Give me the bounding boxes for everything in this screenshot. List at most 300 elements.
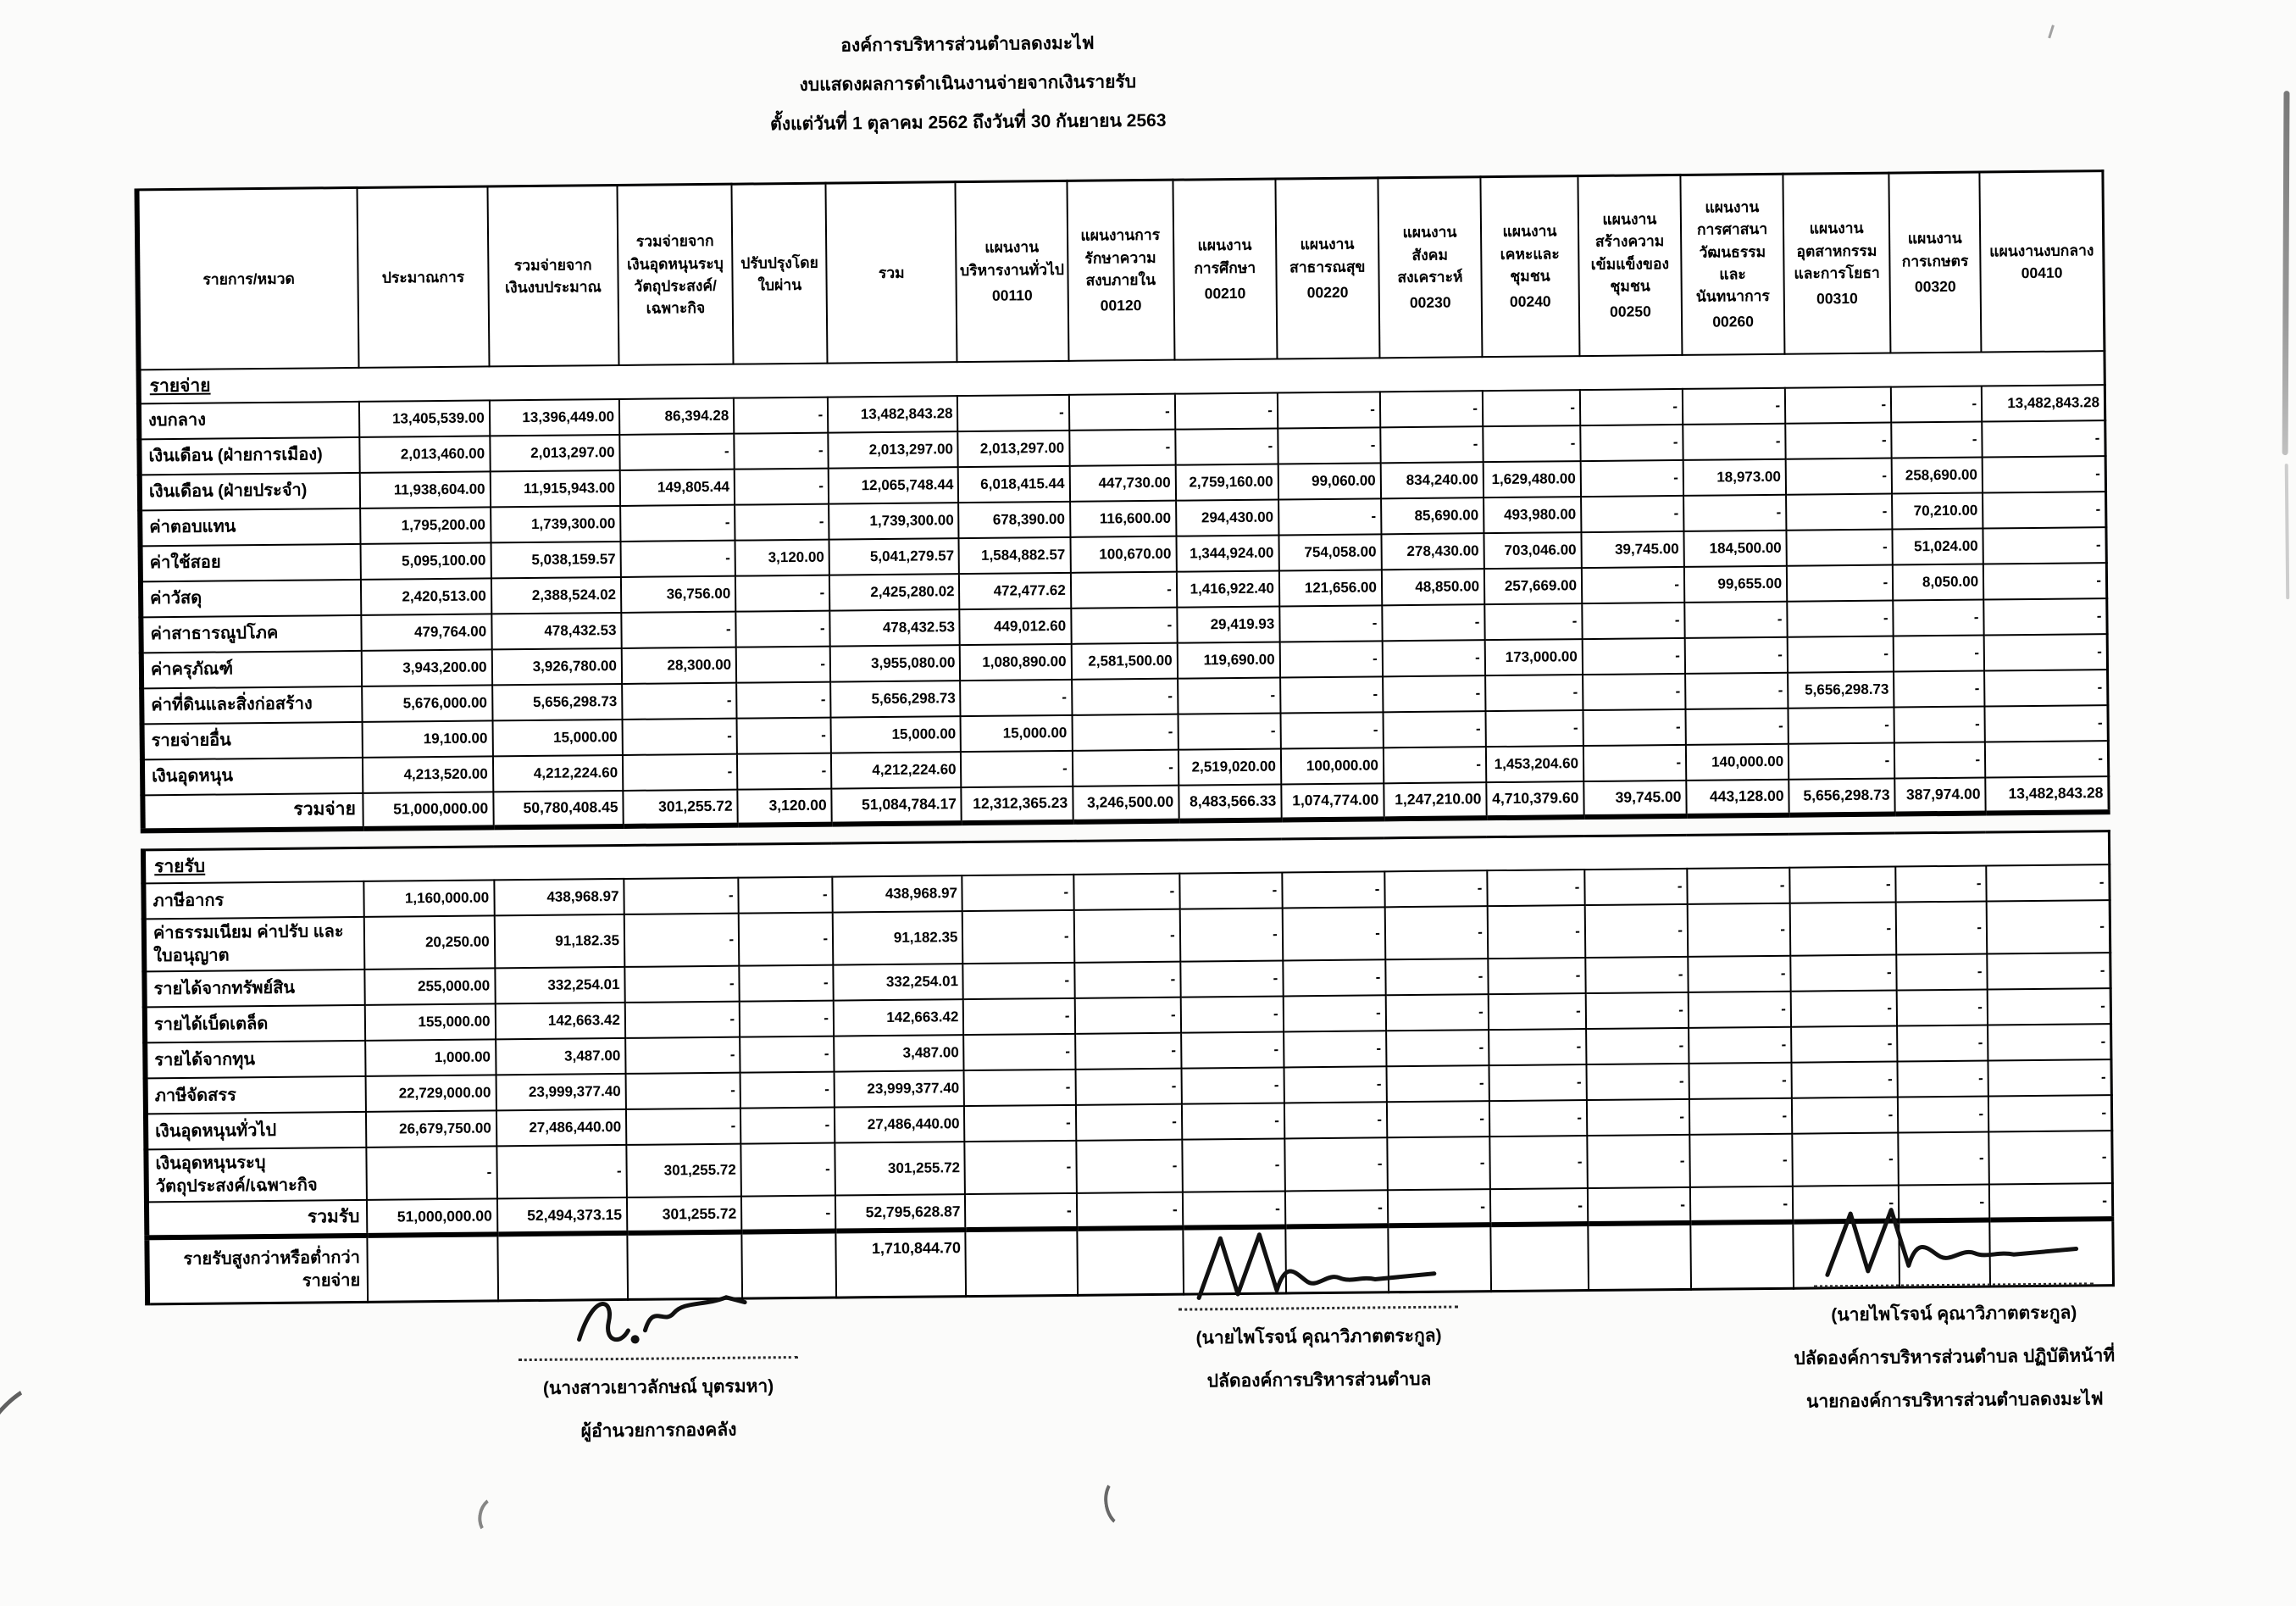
- amount-cell: -: [1581, 495, 1683, 531]
- amount-cell: 173,000.00: [1485, 639, 1583, 675]
- amount-cell: 2,013,297.00: [828, 431, 958, 468]
- amount-cell: -: [1073, 874, 1179, 910]
- amount-cell: 332,254.01: [833, 964, 963, 1000]
- amount-cell: -: [1684, 601, 1787, 637]
- amount-cell: 4,212,224.60: [831, 752, 962, 788]
- amount-cell: -: [1895, 866, 1986, 903]
- amount-cell: -: [1894, 635, 1984, 671]
- amount-cell: -: [1792, 1133, 1899, 1186]
- amount-cell: -: [1182, 1103, 1284, 1139]
- section-label: รายรับ: [143, 831, 2110, 883]
- report-title: งบแสดงผลการดำเนินงานจ่ายจากเงินรายรับ: [799, 72, 1137, 95]
- column-header-label: ประมาณการ: [381, 268, 465, 286]
- amount-cell: -: [1787, 529, 1893, 565]
- amount-cell: -: [961, 750, 1073, 786]
- amount-cell: 23,999,377.40: [496, 1074, 626, 1110]
- row-label: รายรับสูงกว่าหรือต่ำกว่า รายจ่าย: [147, 1236, 368, 1303]
- amount-cell: -: [1075, 1033, 1181, 1070]
- amount-cell: 51,084,784.17: [831, 787, 962, 824]
- amount-cell: -: [1894, 742, 1985, 778]
- row-label: รายจ่ายอื่น: [142, 721, 363, 759]
- amount-cell: -: [740, 1001, 834, 1037]
- amount-cell: -: [1284, 1031, 1386, 1067]
- amount-cell: -: [1988, 1095, 2112, 1131]
- amount-cell: -: [1689, 1134, 1793, 1187]
- amount-cell: 2,013,460.00: [360, 436, 491, 472]
- amount-cell: -: [1279, 605, 1382, 642]
- column-header-label: รายการ/หมวด: [202, 270, 295, 288]
- amount-cell: -: [1987, 953, 2110, 989]
- amount-cell: 2,581,500.00: [1071, 642, 1177, 679]
- amount-cell: -: [1792, 1098, 1898, 1134]
- amount-cell: -: [739, 913, 834, 966]
- column-header-code: 00110: [991, 286, 1033, 304]
- amount-cell: -: [740, 1108, 835, 1144]
- amount-cell: -: [1787, 600, 1893, 636]
- amount-cell: 703,046.00: [1484, 532, 1581, 569]
- amount-cell: -: [1791, 991, 1897, 1027]
- scan-artifact-right-streak: [2282, 91, 2290, 455]
- signer-title: ผู้อำนวยการกองคลัง: [580, 1420, 737, 1442]
- signature-block-clerk: [1089, 1224, 1548, 1397]
- column-header: [1275, 178, 1379, 358]
- amount-cell: 2,519,020.00: [1179, 748, 1281, 785]
- amount-cell: -: [965, 1141, 1077, 1194]
- column-header-label: แผนงาน การเกษตร: [1901, 230, 1969, 270]
- amount-cell: -: [1896, 902, 1988, 955]
- column-header-label: รวมจ่ายจาก เงินงบประมาณ: [505, 255, 602, 297]
- amount-cell: 301,255.72: [627, 1197, 742, 1233]
- amount-cell: 443,128.00: [1686, 779, 1789, 815]
- amount-cell: -: [1490, 1188, 1588, 1225]
- amount-cell: 91,182.35: [833, 911, 963, 964]
- amount-cell: -: [1898, 1096, 1988, 1132]
- amount-cell: 140,000.00: [1686, 743, 1789, 780]
- amount-cell: -: [1071, 607, 1177, 643]
- amount-cell: 1,739,300.00: [829, 503, 959, 539]
- amount-cell: 478,432.53: [491, 612, 622, 648]
- amount-cell: -: [1284, 1137, 1388, 1191]
- amount-cell: -: [1488, 905, 1586, 959]
- amount-cell: 91,182.35: [494, 914, 624, 968]
- amount-cell: -: [622, 682, 737, 719]
- amount-cell: 121,656.00: [1279, 570, 1382, 606]
- signer-name: (นายไพโรจน์ คุณาวิภาตตระกูล): [1831, 1303, 2077, 1325]
- amount-cell: -: [1485, 710, 1583, 747]
- amount-cell: -: [1387, 1101, 1489, 1137]
- amount-cell: 3,943,200.00: [362, 649, 492, 686]
- amount-cell: -: [1988, 1024, 2111, 1060]
- amount-cell: -: [1584, 869, 1687, 905]
- amount-cell: -: [1586, 992, 1689, 1029]
- column-header-code: 00310: [1816, 289, 1858, 308]
- signature-block-acting-chief: [1690, 1200, 2217, 1417]
- amount-cell: -: [1788, 636, 1894, 672]
- amount-cell: -: [1683, 494, 1786, 531]
- amount-cell: -: [1279, 641, 1382, 677]
- amount-cell: 478,432.53: [829, 609, 960, 646]
- amount-cell: -: [1072, 678, 1178, 714]
- column-header: [136, 187, 358, 369]
- amount-cell: 4,710,379.60: [1486, 781, 1583, 818]
- amount-cell: -: [1587, 1135, 1690, 1188]
- amount-cell: -: [1182, 1138, 1285, 1192]
- amount-cell: -: [1789, 707, 1894, 743]
- amount-cell: -: [735, 575, 829, 611]
- expense-table: [134, 169, 2110, 833]
- amount-cell: -: [964, 1105, 1076, 1142]
- amount-cell: 85,690.00: [1381, 497, 1484, 534]
- amount-cell: 301,255.72: [626, 1144, 741, 1198]
- amount-cell: -: [624, 914, 740, 967]
- amount-cell: -: [1685, 636, 1788, 673]
- amount-cell: 1,160,000.00: [364, 880, 495, 916]
- row-label: รายได้เบ็ดเตล็ด: [145, 1005, 366, 1042]
- amount-cell: 8,483,566.33: [1179, 784, 1281, 820]
- amount-cell: 51,000,000.00: [367, 1198, 497, 1235]
- amount-cell: -: [1073, 749, 1179, 786]
- scan-artifact-paren: [1101, 1475, 1143, 1531]
- amount-cell: 13,405,539.00: [359, 400, 490, 436]
- amount-cell: -: [1582, 602, 1684, 638]
- amount-cell: -: [1982, 420, 2105, 457]
- report-period: ตั้งแต่วันที่ 1 ตุลาคม 2562 ถึงวันที่ 30 กันยายน 2563: [770, 110, 1167, 135]
- column-header-label: แผนงาน สาธารณสุข: [1289, 236, 1366, 275]
- document-header: [586, 27, 1350, 141]
- amount-cell: -: [1485, 675, 1583, 711]
- amount-cell: -: [1983, 598, 2107, 635]
- amount-cell: -: [737, 717, 831, 753]
- amount-cell: -: [965, 1193, 1077, 1230]
- amount-cell: 15,000.00: [961, 714, 1073, 751]
- amount-cell: -: [1786, 458, 1892, 494]
- amount-cell: [966, 1229, 1078, 1296]
- amount-cell: -: [1793, 1186, 1899, 1222]
- amount-cell: -: [1179, 908, 1283, 961]
- amount-cell: 11,938,604.00: [360, 471, 491, 508]
- amount-cell: 36,756.00: [621, 575, 736, 612]
- amount-cell: -: [1280, 712, 1383, 748]
- column-header: [1979, 171, 2104, 352]
- amount-cell: -: [1583, 744, 1686, 781]
- column-header-label: แผนงาน สังคม สงเคราะห์: [1397, 223, 1463, 286]
- amount-cell: 6,018,415.44: [958, 465, 1070, 502]
- amount-cell: -: [1384, 870, 1487, 907]
- amount-cell: -: [1380, 426, 1483, 463]
- scan-artifact-curve: [474, 1493, 514, 1540]
- amount-cell: -: [1384, 747, 1486, 783]
- amount-cell: 3,955,080.00: [830, 645, 961, 681]
- amount-cell: 5,656,298.73: [1789, 778, 1894, 814]
- amount-cell: -: [1071, 571, 1177, 608]
- amount-cell: -: [626, 1073, 741, 1109]
- amount-cell: 27,486,440.00: [496, 1109, 627, 1146]
- amount-cell: 12,312,365.23: [962, 786, 1073, 822]
- amount-cell: 5,038,159.57: [491, 541, 621, 577]
- amount-cell: -: [626, 1109, 741, 1145]
- amount-cell: 678,390.00: [959, 501, 1071, 537]
- amount-cell: 5,656,298.73: [1788, 671, 1894, 708]
- column-header-code: 00120: [1100, 297, 1142, 314]
- row-label: เงินอุดหนุนระบุ วัตถุประสงค์/เฉพาะกิจ: [146, 1148, 367, 1202]
- amount-cell: -: [1984, 670, 2108, 706]
- amount-cell: -: [1986, 864, 2110, 901]
- amount-cell: 184,500.00: [1683, 530, 1786, 566]
- amount-cell: 258,690.00: [1892, 457, 1983, 493]
- amount-cell: -: [1989, 1183, 2113, 1220]
- amount-cell: -: [1488, 958, 1585, 994]
- amount-cell: 438,968.97: [494, 879, 624, 915]
- amount-cell: 3,487.00: [834, 1035, 964, 1071]
- signature-dotted-line: [1179, 1304, 1458, 1311]
- amount-cell: 20,250.00: [364, 915, 495, 969]
- amount-cell: 27,486,440.00: [835, 1106, 965, 1142]
- amount-cell: 1,795,200.00: [360, 507, 491, 543]
- row-label: ค่าตอบแทน: [140, 508, 361, 545]
- amount-cell: -: [1896, 954, 1987, 991]
- amount-cell: 3,487.00: [496, 1038, 626, 1075]
- amount-cell: 257,669.00: [1484, 568, 1582, 604]
- amount-cell: 1,000.00: [365, 1039, 496, 1075]
- amount-cell: -: [1899, 1184, 1989, 1220]
- amount-cell: 39,745.00: [1583, 780, 1686, 816]
- amount-cell: 22,729,000.00: [366, 1075, 496, 1111]
- amount-cell: -: [1898, 1131, 1989, 1185]
- amount-cell: -: [1985, 705, 2109, 742]
- amount-cell: -: [1585, 904, 1689, 958]
- amount-cell: -: [1894, 670, 1984, 707]
- amount-cell: -: [1278, 498, 1381, 535]
- amount-cell: -: [620, 504, 735, 541]
- signature-block-finance-director: [429, 1279, 888, 1447]
- amount-cell: 13,396,449.00: [490, 398, 620, 435]
- amount-cell: -: [736, 681, 830, 718]
- amount-cell: 3,120.00: [737, 788, 831, 825]
- column-header: [487, 185, 618, 365]
- amount-cell: -: [1484, 603, 1582, 640]
- column-header: [1173, 179, 1277, 359]
- amount-cell: -: [1385, 906, 1489, 959]
- amount-cell: 493,980.00: [1484, 497, 1581, 533]
- amount-cell: -: [1280, 676, 1383, 713]
- signer-name: (นายไพโรจน์ คุณาวิภาตตระกูล): [1195, 1325, 1442, 1348]
- amount-cell: -: [1583, 673, 1685, 709]
- column-header-label: ปรับปรุงโดย ใบผ่าน: [740, 253, 818, 294]
- amount-cell: -: [1069, 429, 1175, 465]
- amount-cell: -: [734, 432, 828, 469]
- amount-cell: 2,013,297.00: [958, 430, 1070, 466]
- amount-cell: 5,656,298.73: [830, 681, 961, 717]
- amount-cell: 52,795,628.87: [835, 1194, 966, 1231]
- amount-cell: 2,420,513.00: [361, 578, 491, 614]
- amount-cell: 3,246,500.00: [1073, 785, 1179, 821]
- amount-cell: -: [1583, 637, 1685, 674]
- amount-cell: -: [1985, 741, 2109, 777]
- amount-cell: 52,494,373.15: [497, 1198, 628, 1234]
- amount-cell: 255,000.00: [365, 968, 496, 1004]
- signature-ink-icon: [560, 1280, 756, 1354]
- amount-cell: 438,968.97: [832, 875, 962, 912]
- amount-cell: -: [1898, 1060, 1988, 1097]
- amount-cell: -: [961, 679, 1073, 715]
- amount-cell: -: [1580, 424, 1683, 460]
- column-header-label: แผนงาน การศาสนา วัฒนธรรม และ นันทนาการ: [1695, 198, 1770, 305]
- signer-title-line1: ปลัดองค์การบริหารส่วนตำบล ปฏิบัติหน้าที่: [1794, 1346, 2116, 1369]
- amount-cell: -: [1175, 392, 1278, 429]
- amount-cell: -: [1386, 1065, 1489, 1102]
- amount-cell: -: [623, 753, 738, 790]
- amount-cell: -: [1077, 1192, 1183, 1229]
- amount-cell: -: [1688, 903, 1791, 957]
- amount-cell: -: [1073, 909, 1180, 963]
- amount-cell: 4,212,224.60: [493, 754, 624, 791]
- amount-cell: -: [1581, 459, 1683, 496]
- amount-cell: -: [625, 1002, 740, 1038]
- row-label: งบกลาง: [139, 401, 360, 438]
- row-label: ค่าที่ดินและสิ่งก่อสร้าง: [141, 686, 363, 723]
- amount-cell: 23,999,377.40: [835, 1070, 965, 1107]
- amount-cell: -: [1790, 903, 1897, 956]
- amount-cell: -: [734, 397, 828, 433]
- amount-cell: 50,780,408.45: [493, 790, 624, 826]
- amount-cell: -: [1582, 566, 1684, 603]
- row-label: เงินอุดหนุนทั่วไป: [146, 1112, 367, 1149]
- amount-cell: -: [1689, 1098, 1792, 1135]
- amount-cell: -: [1183, 1191, 1285, 1227]
- amount-cell: 834,240.00: [1381, 462, 1484, 498]
- amount-cell: 1,453,204.60: [1486, 746, 1583, 782]
- row-label: เงินเดือน (ฝ่ายการเมือง): [139, 436, 360, 474]
- amount-cell: -: [1897, 990, 1988, 1026]
- amount-cell: -: [1069, 393, 1175, 430]
- scan-artifact-corner-curve: [0, 1359, 133, 1604]
- column-header-label: แผนงาน บริหารงานทั่วไป: [959, 238, 1065, 279]
- amount-cell: 2,759,160.00: [1175, 464, 1278, 500]
- amount-cell: -: [1588, 1187, 1690, 1224]
- amount-cell: 447,730.00: [1069, 464, 1175, 501]
- amount-cell: -: [1076, 1104, 1182, 1141]
- amount-cell: -: [1278, 392, 1380, 428]
- amount-cell: -: [1285, 1190, 1388, 1226]
- amount-cell: -: [1489, 1064, 1586, 1101]
- amount-cell: 278,430.00: [1381, 533, 1484, 570]
- amount-cell: -: [1283, 959, 1385, 996]
- amount-cell: -: [738, 877, 832, 914]
- amount-cell: 149,805.44: [620, 469, 735, 505]
- amount-cell: -: [1785, 422, 1891, 458]
- amount-cell: -: [1076, 1140, 1183, 1193]
- amount-cell: -: [1685, 708, 1788, 744]
- amount-cell: 19,100.00: [363, 720, 493, 757]
- column-header-code: 00210: [1204, 284, 1246, 303]
- amount-cell: -: [1181, 1067, 1284, 1103]
- amount-cell: -: [1586, 1064, 1689, 1100]
- amount-cell: 479,764.00: [362, 614, 492, 650]
- column-header: [1067, 180, 1174, 360]
- amount-cell: -: [1983, 527, 2107, 564]
- amount-cell: -: [964, 1034, 1076, 1070]
- amount-cell: -: [1894, 706, 1985, 742]
- amount-cell: -: [1891, 386, 1982, 422]
- amount-cell: 99,060.00: [1278, 463, 1380, 499]
- amount-cell: -: [1988, 988, 2111, 1025]
- amount-cell: -: [737, 753, 831, 789]
- amount-cell: 99,655.00: [1684, 565, 1787, 602]
- amount-cell: -: [1284, 1102, 1387, 1138]
- amount-cell: -: [623, 718, 738, 754]
- amount-cell: -: [1178, 713, 1280, 749]
- amount-cell: 142,663.42: [834, 999, 964, 1036]
- amount-cell: -: [1891, 421, 1982, 458]
- column-header: [358, 186, 489, 367]
- amount-cell: 1,710,844.70: [835, 1230, 966, 1297]
- amount-cell: -: [1489, 1100, 1587, 1136]
- amount-cell: -: [957, 394, 1069, 431]
- row-label: ภาษีอากร: [143, 881, 364, 919]
- amount-cell: -: [740, 1072, 835, 1109]
- amount-cell: 100,000.00: [1281, 747, 1384, 784]
- amount-cell: 1,080,890.00: [960, 643, 1072, 680]
- amount-cell: -: [1386, 994, 1489, 1031]
- amount-cell: -: [1690, 1186, 1793, 1223]
- amount-cell: -: [1587, 1099, 1689, 1136]
- amount-cell: 3,926,780.00: [491, 647, 622, 684]
- amount-cell: 15,000.00: [492, 719, 623, 755]
- amount-cell: 13,482,843.28: [828, 396, 958, 432]
- amount-cell: -: [1282, 871, 1384, 908]
- amount-cell: -: [1688, 956, 1790, 992]
- amount-cell: 5,095,100.00: [361, 542, 491, 579]
- amount-cell: 2,425,280.02: [829, 574, 960, 610]
- amount-cell: -: [1383, 675, 1485, 712]
- amount-cell: 51,024.00: [1893, 528, 1983, 564]
- amount-cell: -: [1789, 867, 1895, 903]
- amount-cell: -: [740, 1036, 834, 1073]
- amount-cell: -: [1383, 640, 1485, 676]
- column-header: [1378, 177, 1482, 358]
- amount-cell: 5,656,298.73: [492, 683, 623, 720]
- amount-cell: -: [740, 1143, 835, 1197]
- amount-cell: -: [1388, 1189, 1490, 1225]
- amount-cell: 86,394.28: [619, 397, 735, 434]
- column-header-label: แผนงาน สร้างความ เข้มแข็งของ ชุมชน: [1590, 210, 1670, 295]
- amount-cell: -: [1278, 427, 1380, 464]
- column-header: [826, 182, 957, 363]
- column-header: [1480, 176, 1579, 357]
- row-label: รวมรับ: [147, 1200, 368, 1237]
- amount-cell: -: [1983, 456, 2106, 492]
- scan-artifact-right-streak-2: [2285, 464, 2290, 599]
- amount-cell: -: [1984, 634, 2108, 670]
- amount-cell: 29,419.93: [1177, 606, 1279, 642]
- column-header-code: 00220: [1306, 283, 1349, 302]
- amount-cell: -: [962, 910, 1074, 964]
- amount-cell: -: [1181, 1031, 1284, 1068]
- amount-cell: -: [1689, 992, 1791, 1028]
- amount-cell: -: [1074, 997, 1180, 1034]
- amount-cell: -: [1586, 1028, 1689, 1064]
- amount-cell: -: [1585, 957, 1688, 993]
- amount-cell: -: [1487, 870, 1584, 906]
- row-label: ค่าธรรมเนียม ค่าปรับ และ ใบอนุญาต: [144, 917, 365, 971]
- amount-cell: -: [619, 433, 735, 470]
- amount-cell: -: [735, 468, 829, 504]
- header-row: [136, 171, 2104, 370]
- section-label: รายจ่าย: [139, 351, 2105, 403]
- amount-cell: -: [1483, 390, 1580, 426]
- amount-cell: -: [1786, 493, 1892, 530]
- amount-cell: -: [1380, 391, 1483, 427]
